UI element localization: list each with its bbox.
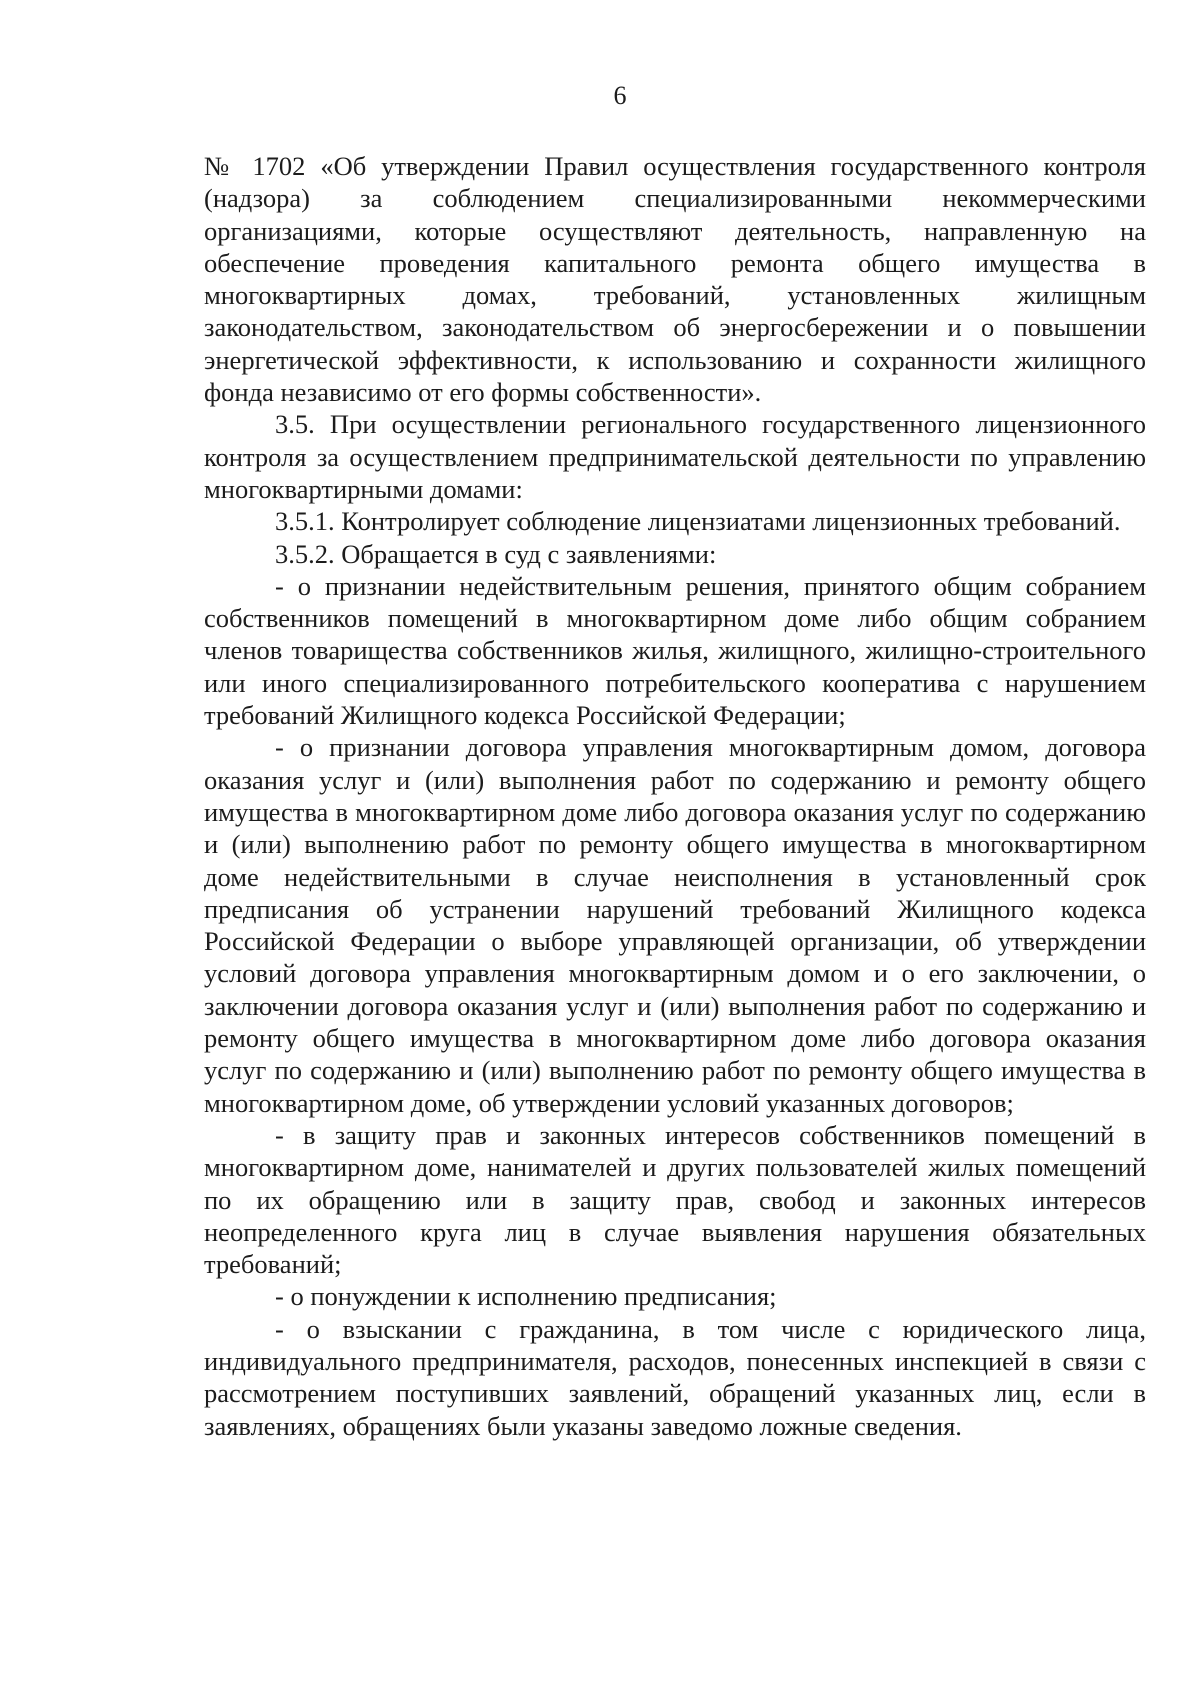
document-body: [204, 150, 1146, 1442]
page-number: 6: [613, 81, 627, 110]
list-item-enforcement-order: - о понуждении к исполнению предписания;: [275, 1281, 777, 1312]
list-item-invalid-contract: - о признании договора управления многоквартирным домом, договора оказания услуг и (или) выполнения работ по содержанию и ремонту общего имущества в многоквартирном доме либо договора оказания услуг по содержанию и (или) выполнению работ по ремонту общего имущества в многоквартирном доме недействительными в случае неисполнения в установленный срок предписания об устранении нарушений требований Жилищного кодекса Российской Федерации о выборе управляющей организации, об утверждении условий договора управления многоквартирным домом и о его заключении, о заключении договора оказания услуг и (или) выполнения работ по содержанию и ремонту общего имущества в многоквартирном доме либо договора оказания услуг по содержанию и (или) выполнению работ по ремонту общего имущества в многоквартирном доме, об утверждении условий указанных договоров;: [204, 732, 1146, 1118]
paragraph-decree-reference: № 1702 «Об утверждении Правил осуществления государственного контроля (надзора) за соблюдением специализированными некоммерческими организациями, которые осуществляют деятельность, направленную на обеспечение проведения капитального ремонта общего имущества в многоквартирных домах, требований, установленных жилищным законодательством, законодательством об энергосбережении и о повышении энергетической эффективности, к использованию и сохранности жилищного фонда независимо от его формы собственности».: [204, 151, 1146, 408]
list-item-recovery-of-costs: - о взыскании с гражданина, в том числе с юридического лица, индивидуального предпринимателя, расходов, понесенных инспекцией в связи с рассмотрением поступивших заявлений, обращений указанных лиц, если в заявлениях, обращениях были указаны заведомо ложные сведения.: [204, 1313, 1146, 1441]
paragraph-3-5: 3.5. При осуществлении регионального государственного лицензионного контроля за осуществлением предпринимательской деятельности по управлению многоквартирными домами:: [204, 409, 1146, 504]
list-item-invalid-decision: - о признании недействительным решения, принятого общим собранием собственников помещений в многоквартирном доме либо общим собранием членов товарищества собственников жилья, жилищного, жилищно-строительного или иного специализированного потребительского кооператива с нарушением требований Жилищного кодекса Российской Федерации;: [204, 570, 1146, 731]
list-item-protection-of-rights: - в защиту прав и законных интересов собственников помещений в многоквартирном доме, нанимателей и других пользователей жилых помещений по их обращению или в защиту прав, свобод и законных интересов неопределенного круга лиц в случае выявления нарушения обязательных требований;: [204, 1119, 1146, 1280]
paragraph-3-5-1: 3.5.1. Контролирует соблюдение лицензиатами лицензионных требований.: [275, 506, 1121, 537]
paragraph-3-5-2: 3.5.2. Обращается в суд с заявлениями:: [275, 538, 717, 569]
